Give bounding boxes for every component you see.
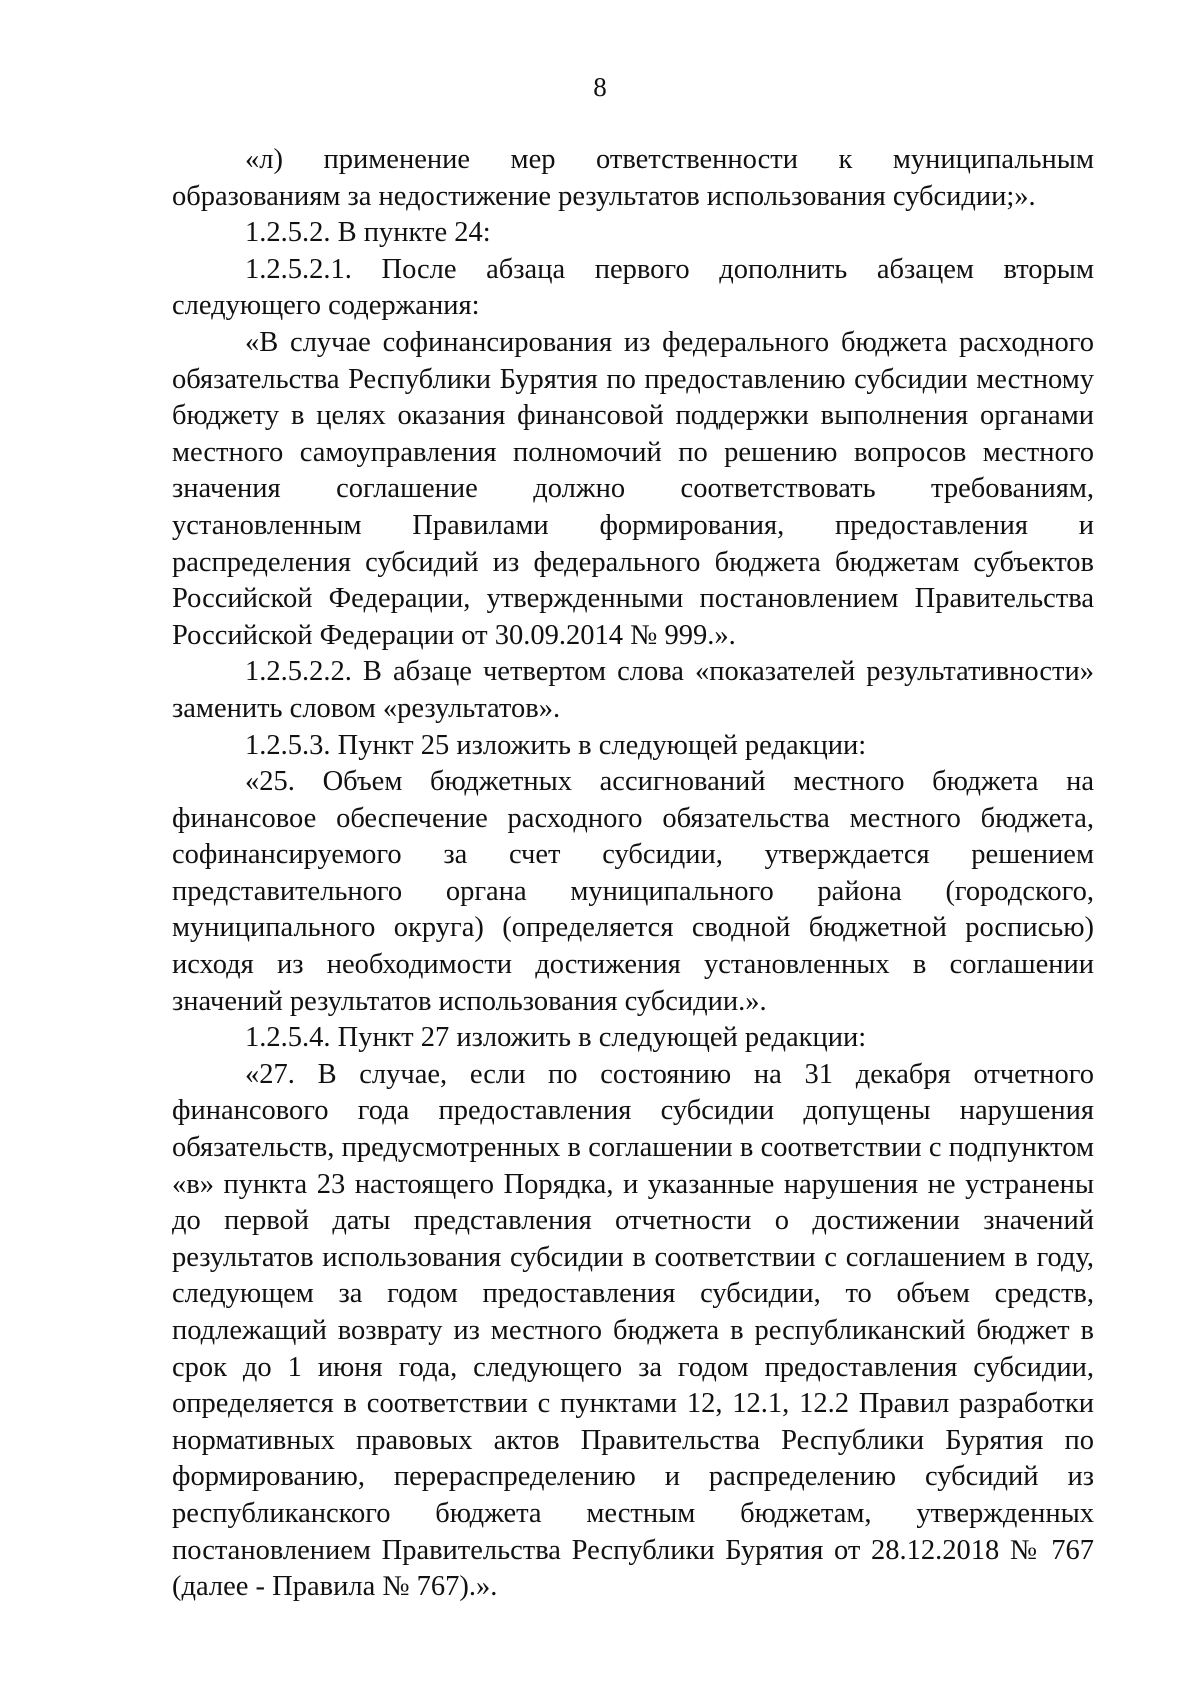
paragraph-1-2-5-4: 1.2.5.4. Пункт 27 изложить в следующей редакции: [245, 1022, 867, 1054]
paragraph-1-2-5-2-2: 1.2.5.2.2. В абзаце четвертом слова «показателей результативности» заменить словом «результатов». [172, 656, 1094, 724]
paragraph-point-27-quote: «27. В случае, если по состоянию на 31 декабря отчетного финансового года предоставления субсидии допущены нарушения обязательств, предусмотренных в соглашении в соответствии с подпунктом «в» пункта 23 настоящего Порядка, и указанные нарушения не устранены до первой даты представления отчетности о достижении значений результатов использования субсидии в соответствии с соглашением в году, следующем за годом предоставления субсидии, то объем средств, подлежащий возврату из местного бюджета в республиканский бюджет в срок до 1 июня года, следующего за годом предоставления субсидии, определяется в соответствии с пунктами 12, 12.1, 12.2 Правил разработки нормативных правовых актов Правительства Республики Бурятия по формированию, перераспределению и распределению субсидий из республиканского бюджета местным бюджетам, утвержденных постановлением Правительства Республики Бурятия от 28.12.2018 № 767 (далее - Правила № 767).». [172, 1058, 1094, 1603]
document-body [172, 142, 1094, 1606]
paragraph-cofinancing-quote: «В случае софинансирования из федерального бюджета расходного обязательства Республики Бурятия по предоставлению субсидии местному бюджету в целях оказания финансовой поддержки выполнения органами местного самоуправления полномочий по решению вопросов местного значения соглашение должно соответствовать требованиям, установленным Правилами формирования, предоставления и распределения субсидий из федерального бюджета бюджетам субъектов Российской Федерации, утвержденными постановлением Правительства Российской Федерации от 30.09.2014 № 999.». [172, 326, 1094, 651]
paragraph-item-l: «л) применение мер ответственности к муниципальным образованиям за недостижение результатов использования субсидии;». [172, 144, 1094, 212]
paragraph-1-2-5-3: 1.2.5.3. Пункт 25 изложить в следующей редакции: [245, 729, 867, 761]
paragraph-point-25-quote: «25. Объем бюджетных ассигнований местного бюджета на финансовое обеспечение расходного обязательства местного бюджета, софинансируемого за счет субсидии, утверждается решением представительного органа муниципального района (городского, муниципального округа) (определяется сводной бюджетной росписью) исходя из необходимости достижения установленных в соглашении значений результатов использования субсидии.». [172, 766, 1094, 1017]
paragraph-1-2-5-2-1: 1.2.5.2.1. После абзаца первого дополнить абзацем вторым следующего содержания: [172, 253, 1094, 322]
paragraph-1-2-5-2: 1.2.5.2. В пункте 24: [245, 217, 491, 249]
page-number: 8 [593, 72, 607, 102]
